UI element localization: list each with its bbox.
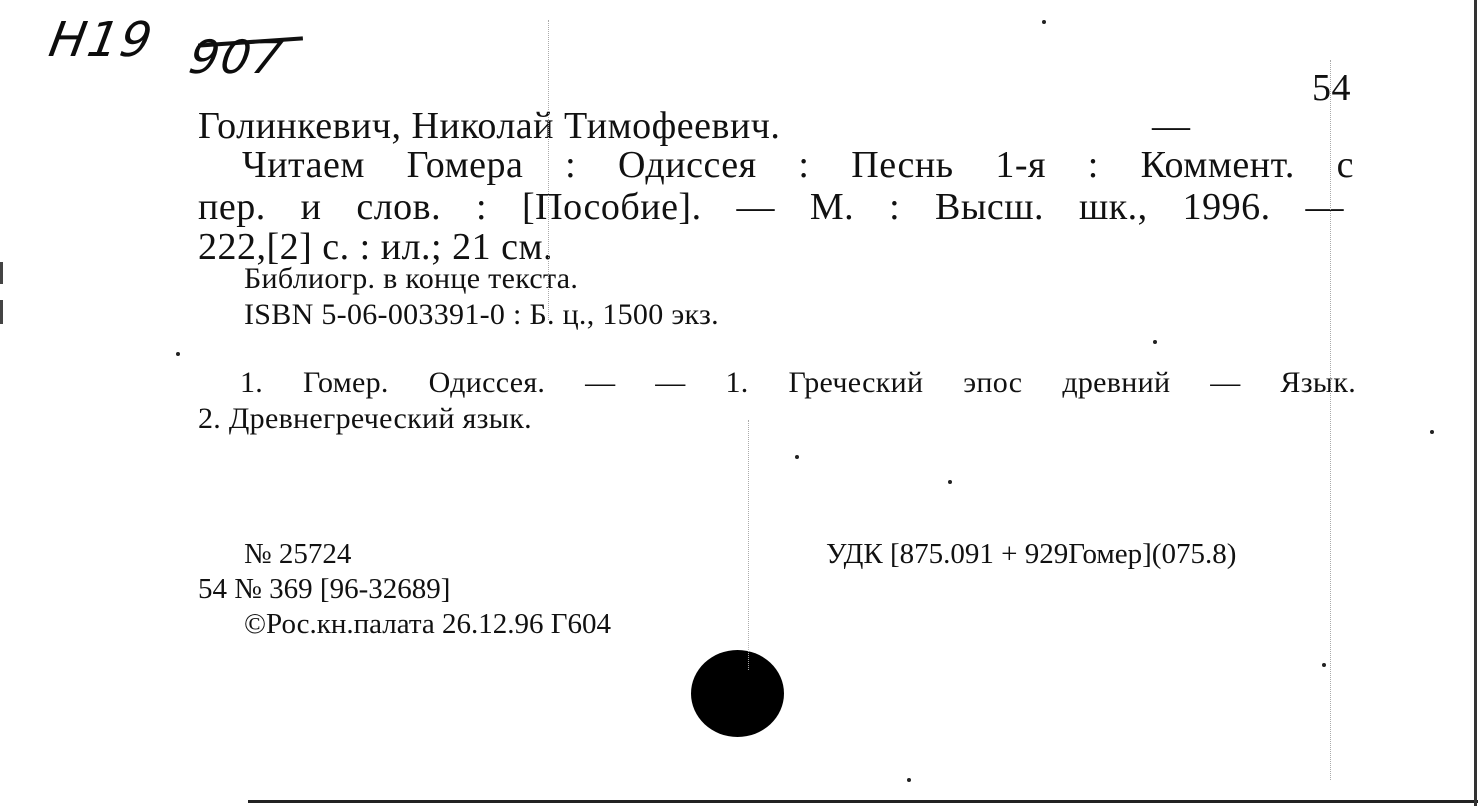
- scan-speck: [1322, 663, 1326, 667]
- book-chamber-stamp: ©Рос.кн.палата 26.12.96 Г604: [244, 608, 612, 640]
- subjects-line-1: 1. Гомер. Одиссея. — — 1. Греческий эпос древний — Язык.: [240, 366, 1356, 399]
- scan-artifact: [748, 420, 750, 670]
- card-number: 54: [1312, 67, 1351, 109]
- udc-code: УДК [875.091 + 929Гомер](075.8): [826, 538, 1237, 570]
- bibliography-note: Библиогр. в конце текста.: [244, 262, 579, 295]
- handwritten-number: 907: [185, 30, 289, 84]
- left-edge-mark: [0, 262, 3, 284]
- author-dash: —: [1152, 105, 1191, 147]
- author-heading: Голинкевич, Николай Тимофеевич.: [198, 105, 781, 147]
- registration-number: № 25724: [244, 538, 352, 570]
- scan-speck: [948, 480, 952, 484]
- handwritten-code: Н19: [45, 12, 159, 68]
- scan-artifact: [1330, 60, 1332, 780]
- left-edge-mark: [0, 300, 3, 324]
- punch-hole: [691, 650, 784, 737]
- scan-speck: [176, 352, 180, 356]
- title-line-1: Читаем Гомера : Одиссея : Песнь 1-я : Коммент. с: [242, 144, 1354, 186]
- scan-speck: [1042, 20, 1046, 24]
- isbn-line: ISBN 5-06-003391-0 : Б. ц., 1500 экз.: [244, 298, 719, 331]
- card-right-edge: [1474, 0, 1477, 806]
- scan-artifact: [548, 20, 550, 320]
- scan-speck: [1430, 430, 1434, 434]
- subjects-line-2: 2. Древнегреческий язык.: [198, 402, 532, 435]
- title-line-3: 222,[2] с. : ил.; 21 см.: [198, 226, 554, 268]
- title-line-2: пер. и слов. : [Пособие]. — М. : Высш. шк., 1996. —: [198, 186, 1344, 228]
- card-bottom-edge: [248, 800, 1478, 803]
- scan-speck: [795, 455, 799, 459]
- scan-speck: [907, 778, 911, 782]
- scan-speck: [1153, 340, 1157, 344]
- list-number: 54 № 369 [96-32689]: [198, 573, 451, 605]
